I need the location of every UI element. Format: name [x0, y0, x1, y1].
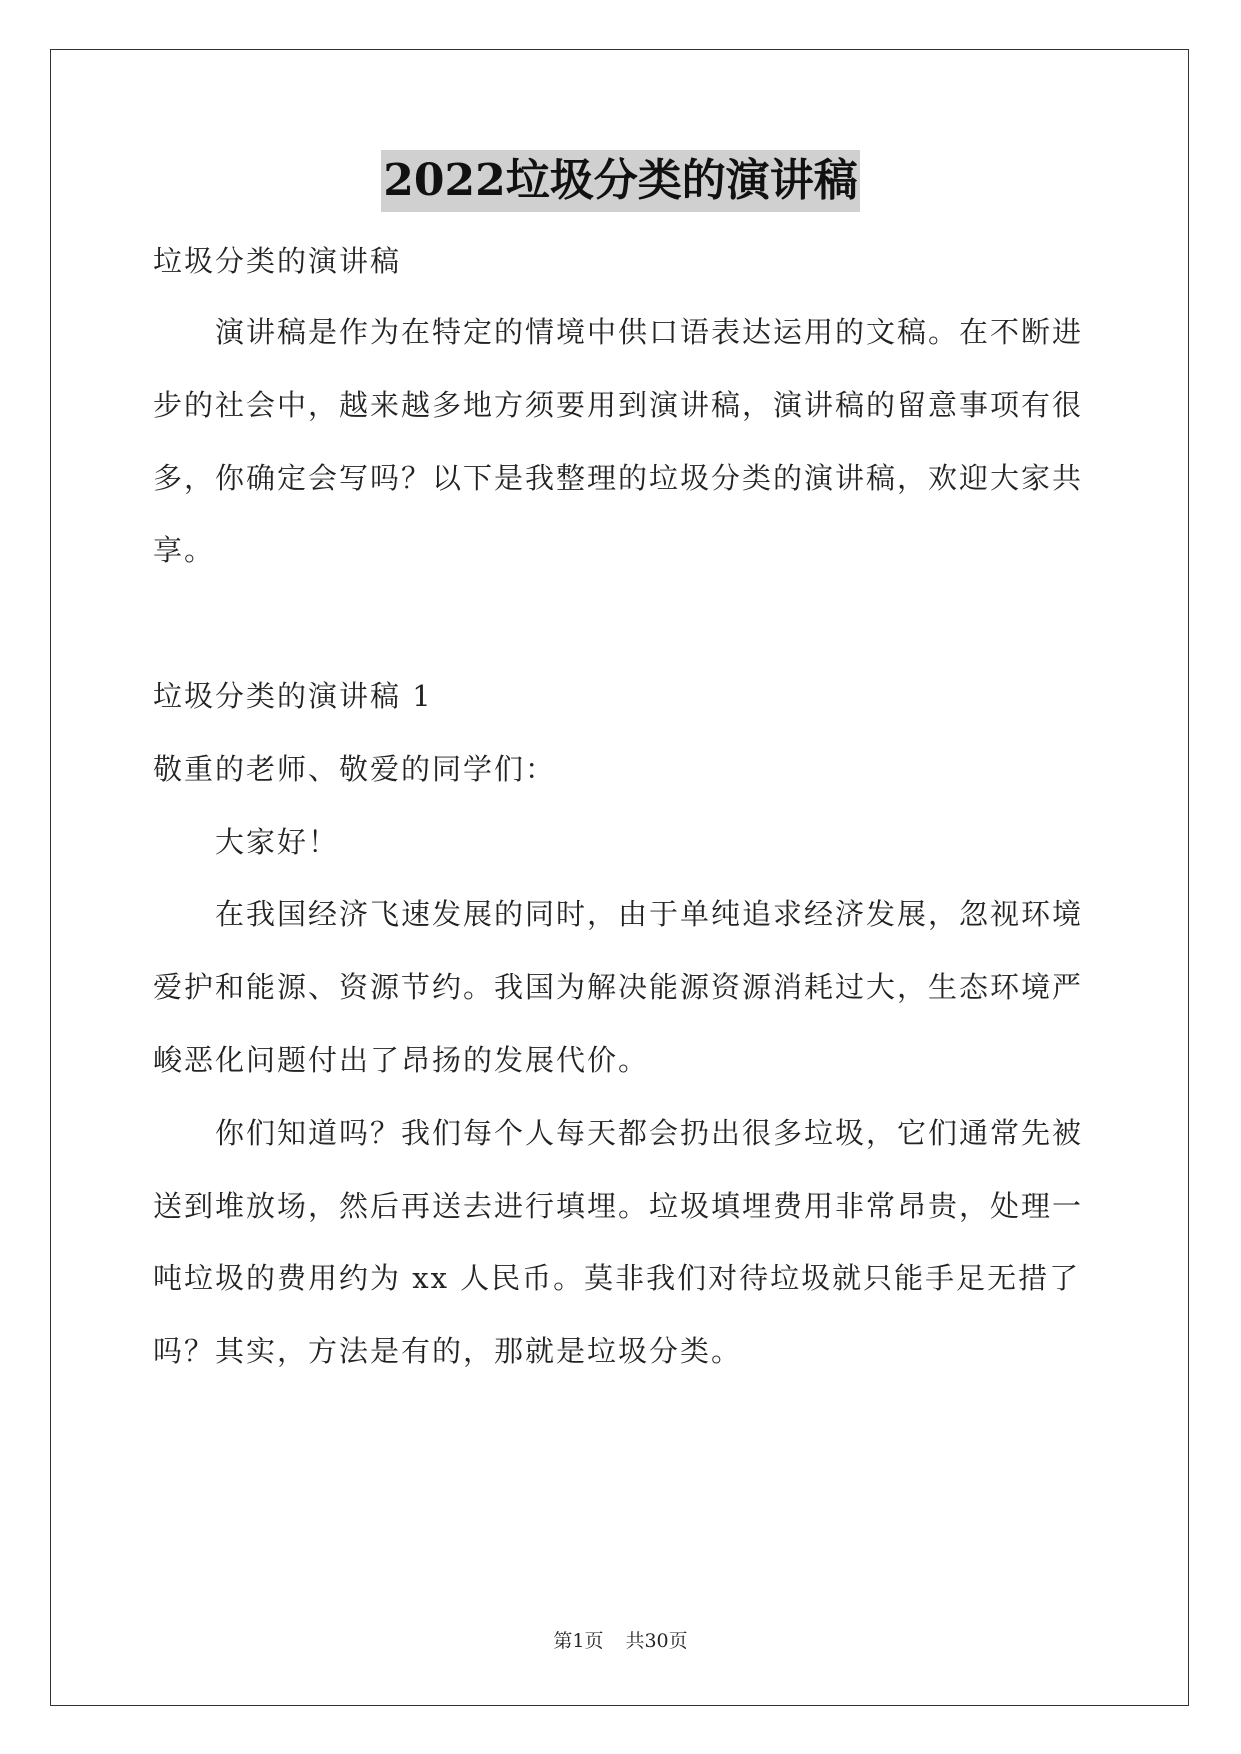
page-total: 共30页 — [625, 1630, 688, 1652]
paragraph-line: 在我国经济飞速发展的同时，由于单纯追求经济发展，忽视环境 — [215, 897, 1084, 931]
paragraph-line: 峻恶化问题付出了昂扬的发展代价。 — [153, 1043, 650, 1077]
intro-line: 演讲稿是作为在特定的情境中供口语表达运用的文稿。在不断进 — [215, 315, 1084, 349]
intro-line: 多，你确定会写吗？以下是我整理的垃圾分类的演讲稿，欢迎大家共 — [153, 461, 1084, 495]
salutation: 敬重的老师、敬爱的同学们： — [153, 752, 557, 786]
page-number: 第1页 — [553, 1630, 604, 1652]
document-subtitle: 垃圾分类的演讲稿 — [153, 244, 402, 278]
paragraph-line: 吗？其实，方法是有的，那就是垃圾分类。 — [153, 1334, 743, 1368]
page-border — [50, 49, 1189, 1706]
intro-line: 步的社会中，越来越多地方须要用到演讲稿，演讲稿的留意事项有很 — [153, 388, 1084, 422]
page-footer — [0, 1626, 1241, 1653]
title-container — [0, 150, 1241, 212]
greeting: 大家好！ — [215, 825, 340, 859]
paragraph-line: 吨垃圾的费用约为 xx 人民币。莫非我们对待垃圾就只能手足无措了 — [153, 1261, 1081, 1295]
intro-line: 享。 — [153, 533, 216, 567]
document-title: 2022垃圾分类的演讲稿 — [381, 150, 859, 212]
paragraph-line: 你们知道吗？我们每个人每天都会扔出很多垃圾，它们通常先被 — [215, 1116, 1084, 1150]
section-heading: 垃圾分类的演讲稿 1 — [153, 679, 433, 713]
paragraph-line: 爱护和能源、资源节约。我国为解决能源资源消耗过大，生态环境严 — [153, 970, 1084, 1004]
paragraph-line: 送到堆放场，然后再送去进行填埋。垃圾填埋费用非常昂贵，处理一 — [153, 1189, 1084, 1223]
